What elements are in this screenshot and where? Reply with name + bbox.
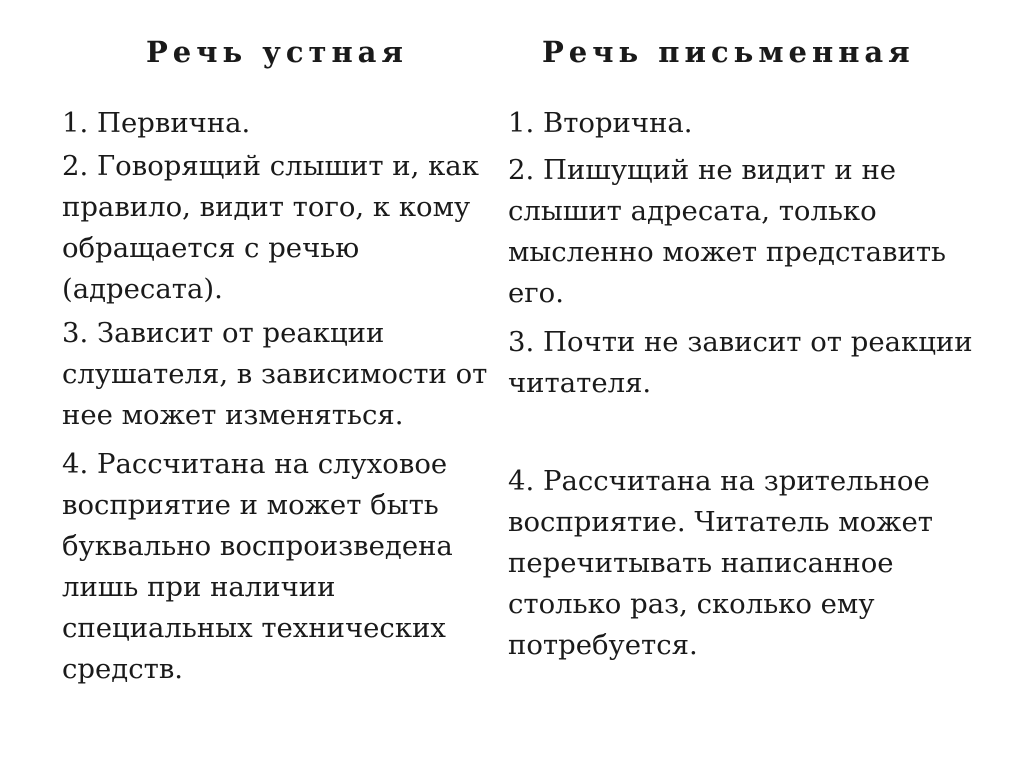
oral-item-3: 3. Зависит от реакции слушателя, в зависимости от нее может изменяться. (62, 317, 488, 431)
written-speech-heading: Речь письменная (542, 35, 915, 69)
written-item-3: 3. Почти не зависит от реакции читателя. (508, 326, 973, 399)
oral-item-1: 1. Первична. (62, 107, 251, 139)
oral-item-4: 4. Рассчитана на слуховое восприятие и может быть буквально воспроизведена лишь при наличии специальных технических средств. (62, 448, 453, 685)
written-item-2: 2. Пишущий не видит и не слышит адресата, только мысленно может представить его. (508, 154, 946, 309)
written-item-4: 4. Рассчитана на зрительное восприятие. Читатель может перечитывать написанное столько раз, сколько ему потребуется. (508, 465, 933, 661)
written-item-1: 1. Вторична. (508, 107, 693, 139)
oral-speech-heading: Речь устная (146, 35, 408, 69)
oral-item-2: 2. Говорящий слышит и, как правило, видит того, к кому обращается с речью (адресата). (62, 150, 479, 305)
